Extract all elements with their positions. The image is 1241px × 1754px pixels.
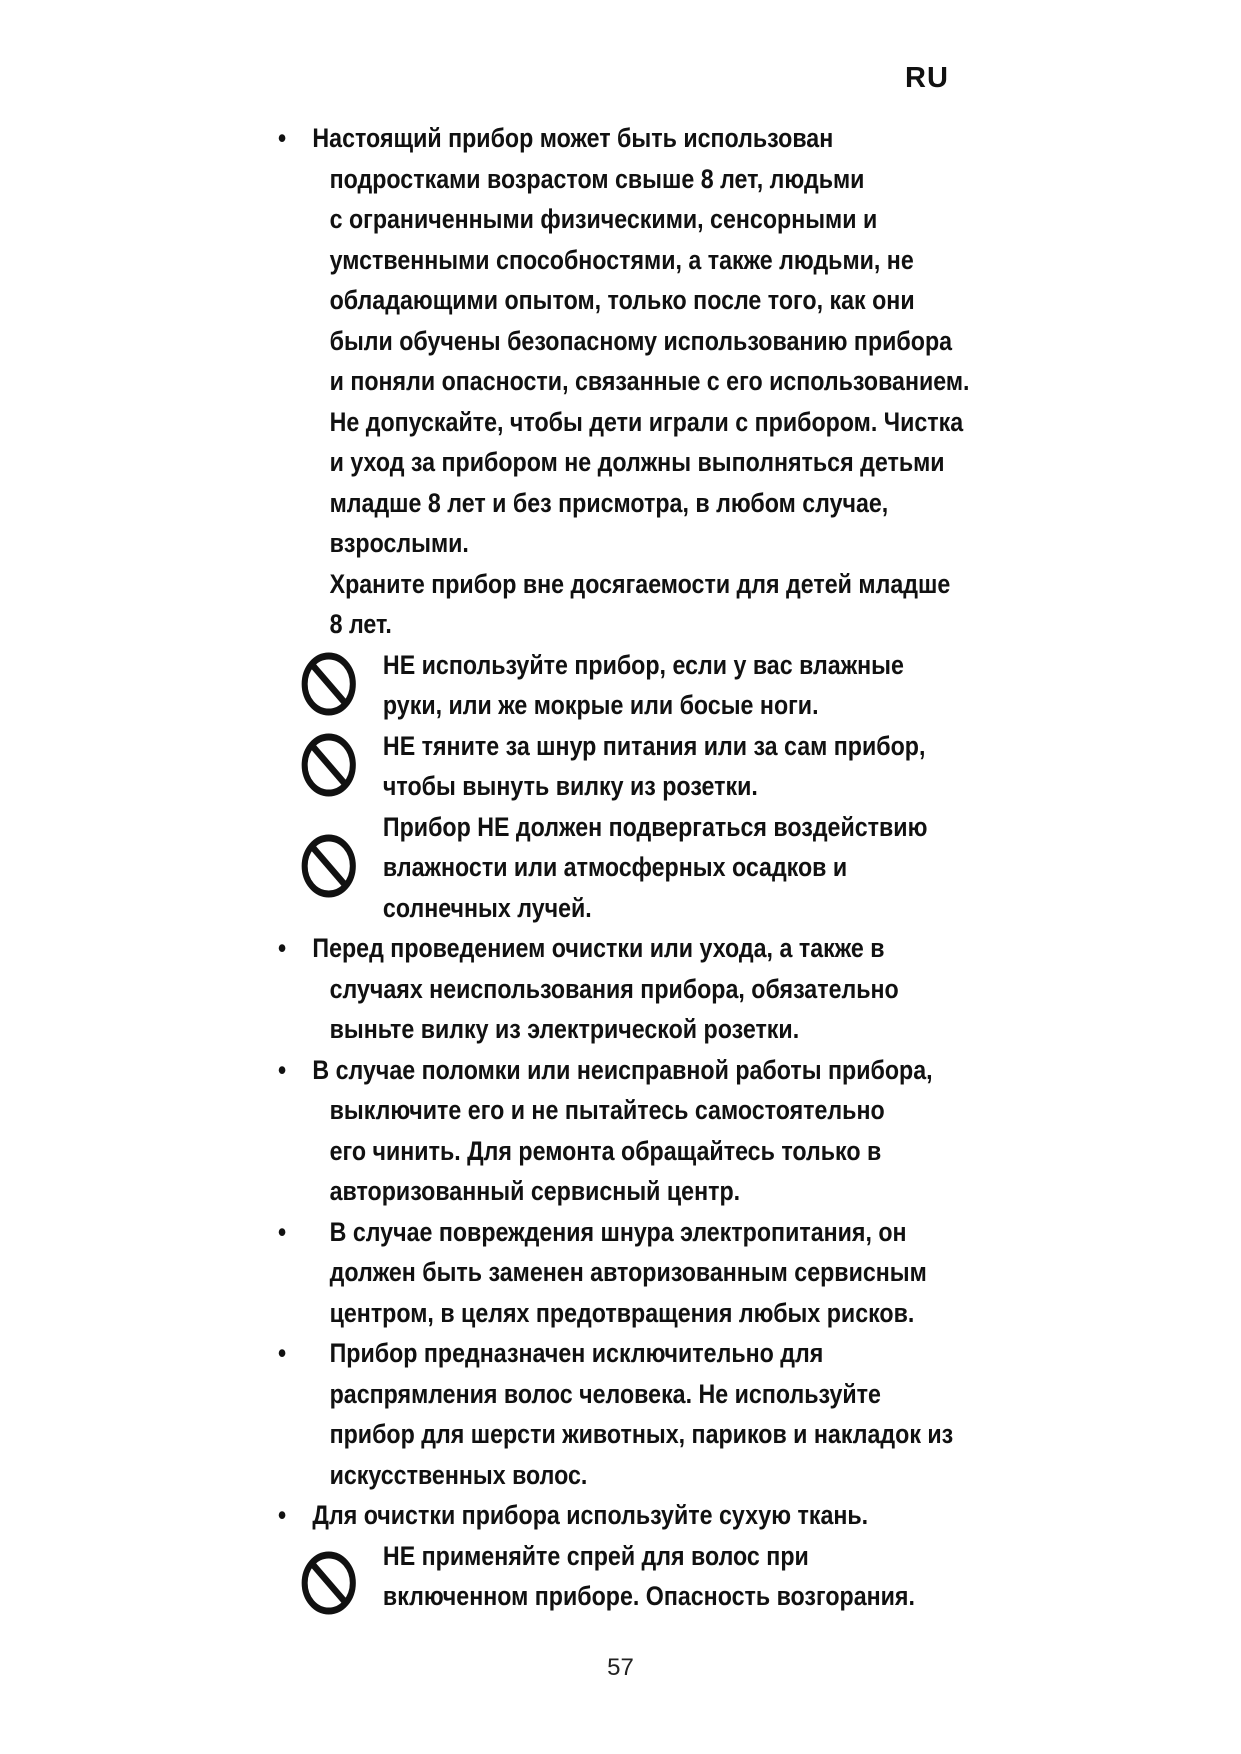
text-line: Настоящий прибор может быть использован <box>312 123 834 153</box>
text-line: обладающими опытом, только после того, как они <box>329 285 915 315</box>
text-line: Не допускайте, чтобы дети играли с прибором. Чистка <box>329 406 964 437</box>
text-line: и уход за прибором не должны выполняться детьми <box>329 447 945 477</box>
text-line: включенном приборе. Опасность возгорания. <box>382 1581 915 1611</box>
bullet-mark: • <box>278 1500 287 1530</box>
bullet-mark: • <box>278 1216 287 1247</box>
text-line: влажности или атмосферных осадков и <box>382 852 848 882</box>
bullet-mark: • <box>278 1338 287 1368</box>
text-line: с ограниченными физическими, сенсорными и <box>329 204 878 234</box>
language-code: RU <box>905 62 949 94</box>
bullet-text <box>312 118 983 564</box>
text-line: НЕ используйте прибор, если у вас влажные <box>382 649 904 680</box>
prohibition-icon <box>300 1550 357 1616</box>
text-line: чтобы вынуть вилку из розетки. <box>382 771 758 801</box>
bullet-item-supervision <box>278 118 983 564</box>
bullet-item-cleaning <box>278 1495 983 1536</box>
bullet-mark: • <box>278 1054 287 1085</box>
warning-wet-hands <box>278 645 983 726</box>
safety-instructions <box>278 118 983 1617</box>
bullet-item-intended-use <box>278 1333 983 1495</box>
prohibition-icon <box>300 732 357 798</box>
text-line: его чинить. Для ремонта обращайтесь только в <box>329 1135 882 1166</box>
bullet-mark: • <box>278 933 287 963</box>
text-line: Прибор НЕ должен подвергаться воздействию <box>382 811 928 842</box>
warning-moisture <box>278 807 983 929</box>
text-line: НЕ тяните за шнур питания или за сам прибор, <box>382 730 926 761</box>
text-line: должен быть заменен авторизованным сервисным <box>329 1257 927 1287</box>
text-line: выньте вилку из электрической розетки. <box>329 1014 800 1044</box>
text-line: Перед проведением очистки или ухода, а также в <box>312 933 885 963</box>
text-line: Для очистки прибора используйте сухую ткань. <box>312 1500 869 1530</box>
bullet-item-malfunction <box>278 1050 983 1212</box>
keep-away-note <box>278 564 983 645</box>
text-line: младше 8 лет и без присмотра, в любом случае, <box>329 487 889 518</box>
text-line: подростками возрастом свыше 8 лет, людьми <box>329 163 865 194</box>
text-line: руки, или же мокрые или босые ноги. <box>382 690 819 720</box>
text-line: прибор для шерсти животных, париков и накладок из <box>329 1419 954 1449</box>
prohibition-icon <box>300 833 357 899</box>
text-line: В случае поломки или неисправной работы прибора, <box>312 1054 933 1085</box>
text-line: были обучены безопасному использованию прибора <box>329 325 953 356</box>
text-line: умственными способностями, а также людьми, не <box>329 244 914 275</box>
text-line: искусственных волос. <box>329 1459 588 1490</box>
text-line: Храните прибор вне досягаемости для детей младше <box>329 568 951 599</box>
text-line: и поняли опасности, связанные с его использованием. <box>329 366 970 396</box>
text-line: 8 лет. <box>329 609 392 639</box>
text-line: Прибор предназначен исключительно для <box>329 1338 824 1368</box>
text-line: центром, в целях предотвращения любых рисков. <box>329 1297 915 1328</box>
text-line: авторизованный сервисный центр. <box>329 1176 741 1206</box>
bullet-mark: • <box>278 123 287 153</box>
bullet-item-cord-damage <box>278 1212 983 1334</box>
text-line: солнечных лучей. <box>382 892 592 923</box>
text-line: распрямления волос человека. Не используйте <box>329 1378 881 1409</box>
warning-pull-cord <box>278 726 983 807</box>
text-line: выключите его и не пытайтесь самостоятельно <box>329 1095 885 1125</box>
prohibition-icon <box>300 651 357 717</box>
page-number: 57 <box>607 1654 634 1681</box>
text-line: взрослыми. <box>329 528 469 558</box>
warning-hair-spray <box>278 1536 983 1617</box>
text-line: случаях неиспользования прибора, обязательно <box>329 973 899 1004</box>
bullet-item-unplug <box>278 928 983 1050</box>
text-line: В случае повреждения шнура электропитания, он <box>329 1216 907 1247</box>
text-line: НЕ применяйте спрей для волос при <box>382 1540 809 1571</box>
